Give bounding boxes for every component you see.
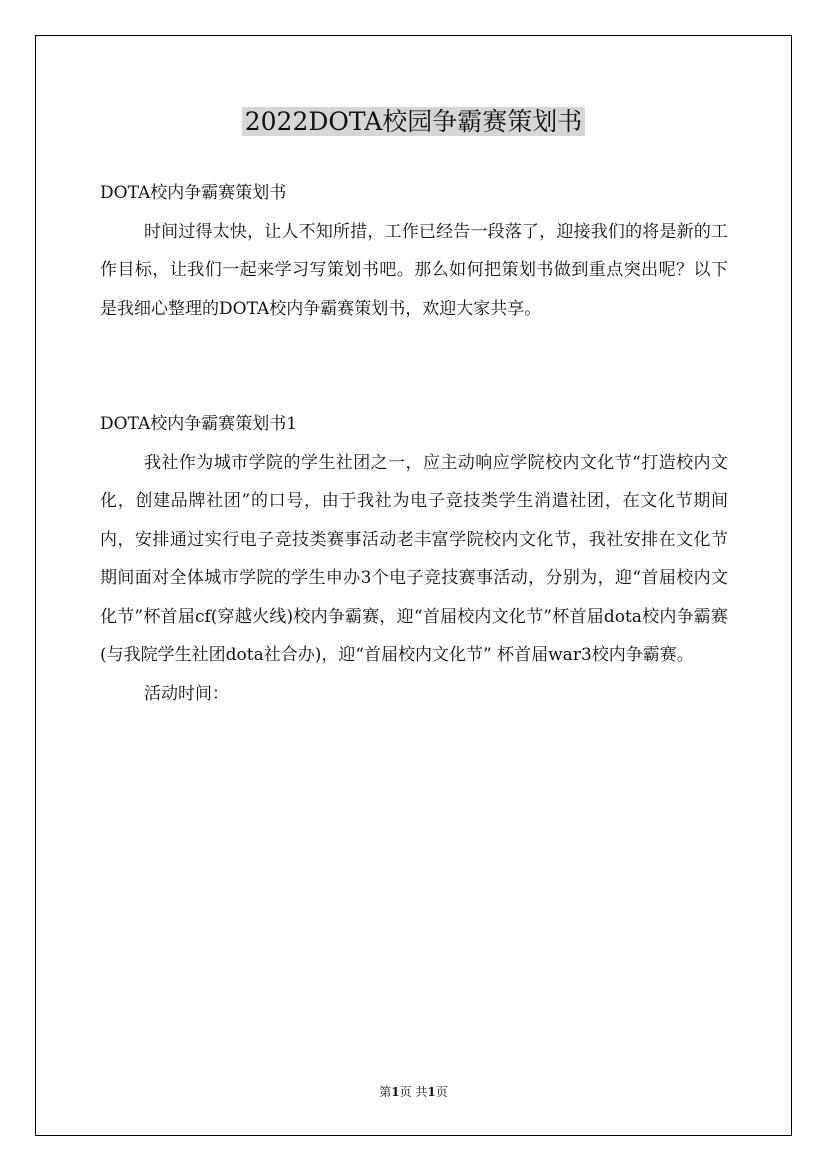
footer-page-suffix: 页 xyxy=(435,1085,448,1099)
footer-page-current: 1 xyxy=(391,1085,400,1099)
activity-time-label: 活动时间： xyxy=(144,683,229,704)
intro-paragraph: 时间过得太快，让人不知所措，工作已经告一段落了，迎接我们的将是新的工作目标，让我们一起来学习写策划书吧。那么如何把策划书做到重点突出呢？以下是我细心整理的DOTA校内争霸赛策划书，欢迎大家共享。 xyxy=(100,221,728,319)
section-spacer xyxy=(100,328,728,405)
section1-heading: DOTA校内争霸赛策划书1 xyxy=(100,414,298,434)
section1-paragraph: 我社作为城市学院的学生社团之一，应主动响应学院校内文化节“打造校内文化，创建品牌社团”的口号，由于我社为电子竞技类学生消遣社团，在文化节期间内，安排通过实行电子竞技类赛事活动老丰富学院校内文化节，我社安排在文化节期间面对全体城市学院的学生申办3个电子竞技赛事活动，分别为，迎“首届校内文化节”杯首届cf(穿越火线)校内争霸赛，迎“首届校内文化节”杯首届dota校内争霸赛(与我院学生社团dota社合办)，迎“首届校内文化节” 杯首届war3校内争霸赛。 xyxy=(100,452,728,665)
footer-page-mid: 页 共 xyxy=(399,1085,428,1099)
document-body xyxy=(100,174,728,713)
footer-page-prefix: 第 xyxy=(379,1085,392,1099)
footer-page-total: 1 xyxy=(427,1085,436,1099)
document-heading: DOTA校内争霸赛策划书 xyxy=(100,183,287,203)
document-title-text: 2022DOTA校园争霸赛策划书 xyxy=(242,107,586,136)
document-title xyxy=(0,103,827,141)
page-footer xyxy=(0,1083,827,1101)
